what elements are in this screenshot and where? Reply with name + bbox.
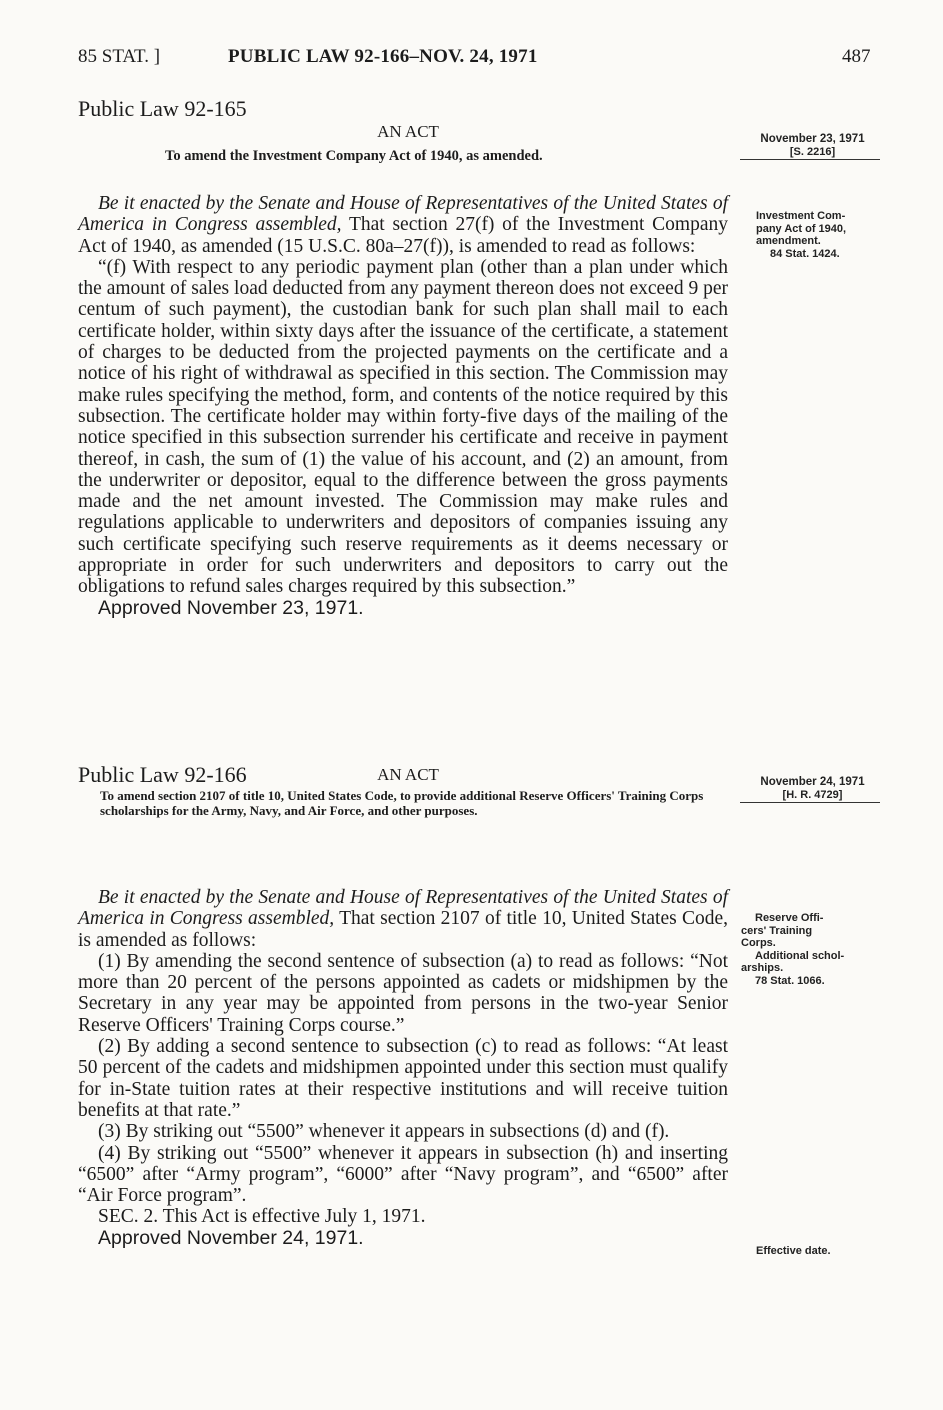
enacting-text: That section 27(f) of the Investment Company Act of 1940, as amended (15 U.S.C. 80a–27(f)), is amended to read as follows: [78, 214, 728, 257]
running-header-volume: 85 STAT. ] [78, 46, 161, 67]
act-label: AN ACT [377, 122, 439, 141]
margin-date-block [740, 133, 885, 160]
margin-note: Additional schol- [755, 949, 845, 962]
amendment-item: (2) By adding a second sentence to subsection (c) to read as follows: “At least 50 percent of the cadets and midshipmen appointed under this section must qualify for in-State tuition rates at their respective institutions and will receive tuition benefits at that rate.” [78, 1036, 728, 1121]
margin-note-effective-date: Effective date. [756, 1245, 831, 1257]
act-label: AN ACT [377, 765, 439, 784]
margin-note: pany Act of 1940, [756, 222, 847, 235]
approval-date: Approved November 23, 1971. [98, 596, 364, 619]
subsection-f: “(f) With respect to any periodic payment plan (other than a plan under which the amount of sales load deducted from any payment thereon does not exceed 9 per centum of such payment), the custodian bank for such plan shall mail to each certificate holder, within sixty days after the issuance of the certificate, a statement of charges to be deducted from the projected payments on the certificate and a notice of his right of withdrawal as specified in this section. The Commission may make rules specifying the method, form, and contents of the notice required by this subsection. The certificate holder may within forty-five days of the mailing of the notice specified in this subsection surrender his certificate and receive in payment thereof, in cash, the sum of (1) the value of his account, and (2) an amount, from the underwriter or depositor, equal to the difference between the gross payments made and the net amount invested. The Commission may make rules and regulations applicable to underwriters and depositors of companies issuing any such certificate specifying such reserve requirements as it deems necessary or appropriate in order for such underwriters and depositors to carry out the obligations to refund sales charges required by this subsection.” [78, 256, 728, 598]
amendment-item: (4) By striking out “5500” whenever it appears in subsection (h) and inserting “6500” after “Army program”, “6000” after “Navy program”, and “6500” after “Air Force program”. [78, 1142, 728, 1207]
law2-body [78, 887, 728, 1249]
margin-date: November 24, 1971 [760, 776, 865, 788]
act-purpose: To amend section 2107 of title 10, United States Code, to provide additional Reserve Officers' Training Corps scholarships for the Army, Navy, and Air Force, and other purposes. [100, 788, 704, 818]
running-header-title: PUBLIC LAW 92-166–NOV. 24, 1971 [228, 46, 538, 67]
enacting-text: That section 2107 of title 10, United States Code, is amended as follows: [78, 908, 729, 951]
margin-bill-number: [H. R. 4729] [782, 788, 843, 801]
margin-note: amendment. [756, 235, 821, 247]
section-2: SEC. 2. This Act is effective July 1, 1971. [98, 1206, 426, 1228]
margin-rule [740, 802, 880, 803]
law-title: Public Law 92-165 [78, 96, 247, 121]
margin-note-block [756, 210, 891, 260]
law1-body [78, 193, 728, 619]
approval-date: Approved November 24, 1971. [98, 1226, 364, 1249]
margin-note-block [741, 912, 891, 987]
margin-note: 84 Stat. 1424. [770, 247, 840, 260]
margin-bill-number: [S. 2216] [789, 145, 836, 158]
act-purpose: To amend the Investment Company Act of 1940, as amended. [165, 148, 543, 164]
margin-note: arships. [741, 962, 784, 974]
enacting-clause: Be it enacted by the Senate and House of Representatives of the United States of America in Congress assembled, [78, 193, 728, 236]
margin-note: 78 Stat. 1066. [755, 974, 825, 987]
amendment-item: (1) By amending the second sentence of subsection (a) to read as follows: “Not more than 20 percent of the persons appointed as cadets or midshipmen by the Secretary in any year may be appointed from persons in the two-year Senior Reserve Officers' Training Corps course.” [78, 950, 728, 1036]
margin-note: Investment Com- [756, 210, 846, 222]
margin-note: Reserve Offi- [755, 912, 824, 924]
enacting-clause: Be it enacted by the Senate and House of Representatives of the United States of America in Congress assembled, [78, 887, 728, 930]
law-title: Public Law 92-166 [78, 762, 247, 787]
amendment-item: (3) By striking out “5500” whenever it appears in subsections (d) and (f). [98, 1121, 670, 1143]
margin-note: cers' Training [741, 924, 813, 937]
margin-date-block [740, 776, 885, 803]
margin-date: November 23, 1971 [760, 133, 865, 145]
margin-note: Corps. [741, 937, 776, 949]
page-number: 487 [842, 46, 871, 67]
margin-rule [740, 159, 880, 160]
